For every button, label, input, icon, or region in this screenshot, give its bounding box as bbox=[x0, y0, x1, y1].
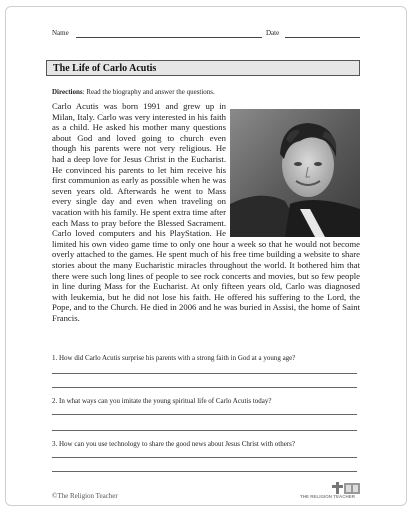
name-field[interactable] bbox=[76, 37, 262, 38]
biography-text bbox=[52, 101, 360, 323]
biography-body: Carlo Acutis was born 1991 and grew up in Milan, Italy. Carlo was very interested in his faith as a child. He asked his mother many questions about God and loved going to church even though his parents were not very religious. He had a deep love for Jesus Christ in the Eucharist. He convinced his parents to let him receive his first communion as early as possible when he was seven years old. Afterwards he went to Mass every single day and even when traveling on vacation with his family. He spent extra time after each Mass to pray before the Blessed Sacrament. Carlo loved computers and his PlayStation. He limited his own video game time to only one hour a week so that he would not become overly attached to the games. He spent much of his free time building a website to share stories about the many Eucharistic miracles throughout the world. It bothered him that there were such long lines of people to see rock concerts and movies, but so few people in line during Mass for the Eucharist. At only fifteen years old, Carlo was diagnosed with leukemia, but he did not lose his faith. He offered his suffering to the Lord, the Pope, and to the Church. He died in 2006 and he was buried in Assisi, the home of Saint Francis. bbox=[52, 101, 360, 323]
answer-line-2b[interactable] bbox=[52, 430, 357, 431]
date-label: Date bbox=[266, 29, 280, 37]
date-field[interactable] bbox=[285, 37, 360, 38]
answer-line-3a[interactable] bbox=[52, 457, 357, 458]
logo-text: THE RELIGION TEACHER bbox=[300, 494, 356, 499]
answer-line-3b[interactable] bbox=[52, 471, 357, 472]
directions-text: : Read the biography and answer the questions. bbox=[82, 88, 215, 96]
question-2: 2. In what ways can you imitate the young spiritual life of Carlo Acutis today? bbox=[52, 397, 272, 405]
directions-label: Directions bbox=[52, 88, 83, 96]
photo-spacer bbox=[226, 104, 360, 238]
question-1: 1. How did Carlo Acutis surprise his parents with a strong faith in God at a young age? bbox=[52, 354, 296, 362]
copyright-text: ©The Religion Teacher bbox=[52, 492, 118, 500]
name-label: Name bbox=[52, 29, 69, 37]
answer-line-1b[interactable] bbox=[52, 387, 357, 388]
directions bbox=[52, 88, 215, 96]
answer-line-2a[interactable] bbox=[52, 414, 357, 415]
page-title: The Life of Carlo Acutis bbox=[53, 63, 157, 74]
title-banner bbox=[46, 60, 360, 76]
answer-line-1a[interactable] bbox=[52, 373, 357, 374]
question-3: 3. How can you use technology to share the good news about Jesus Christ with others? bbox=[52, 440, 296, 448]
religion-teacher-logo bbox=[300, 482, 362, 500]
